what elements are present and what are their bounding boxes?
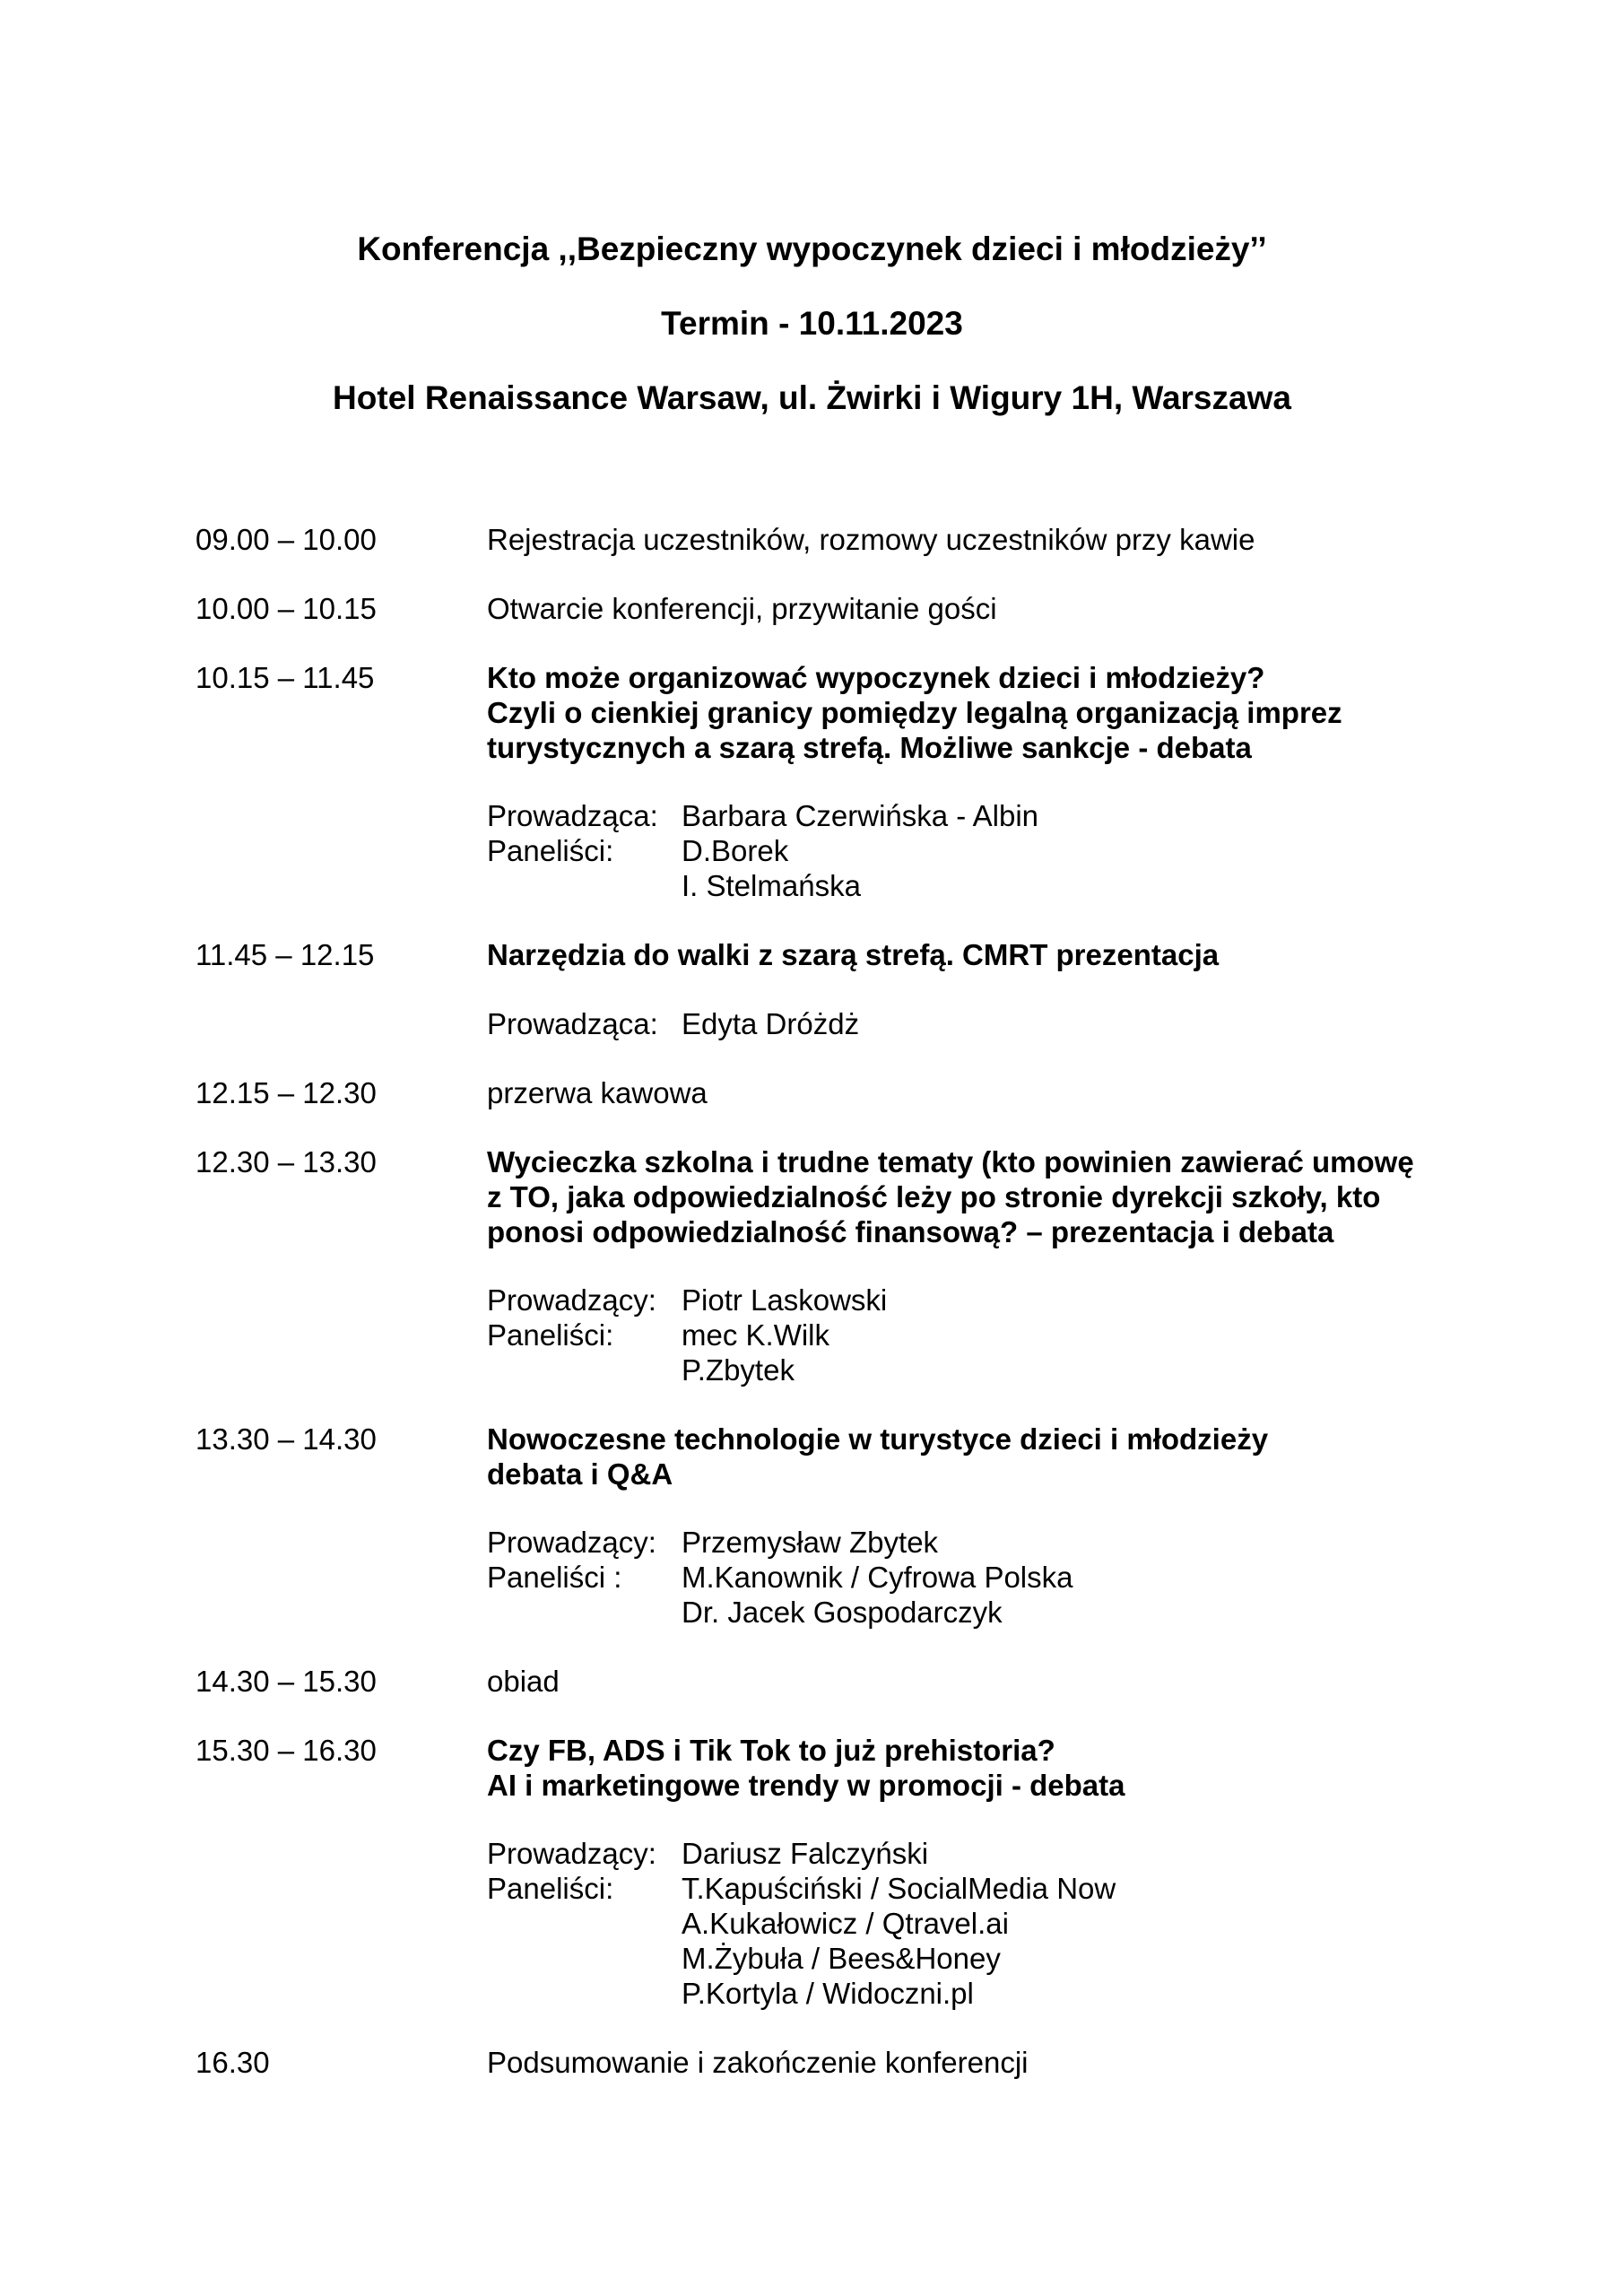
agenda-time: 09.00 – 10.00: [195, 523, 377, 556]
agenda-time: 12.15 – 12.30: [195, 1076, 377, 1109]
panelist-name: T.Kapuściński / SocialMedia Now: [682, 1872, 1116, 1905]
agenda-item-text: Podsumowanie i zakończenie konferencji: [487, 2046, 1029, 2079]
conference-date: Termin - 10.11.2023: [661, 305, 963, 342]
moderator-name: Dariusz Falczyński: [682, 1837, 929, 1870]
agenda-time: 10.00 – 10.15: [195, 592, 377, 625]
agenda-item-title: Nowoczesne technologie w turystyce dzieci i młodzieży: [487, 1422, 1269, 1456]
panelists-label: Paneliści :: [487, 1561, 622, 1594]
panelists-label: Paneliści:: [487, 1318, 614, 1352]
moderator-name: Barbara Czerwińska - Albin: [682, 799, 1038, 832]
panelist-name: Dr. Jacek Gospodarczyk: [682, 1596, 1003, 1629]
agenda-item-title: Wycieczka szkolna i trudne tematy (kto powinien zawierać umowę: [487, 1145, 1414, 1178]
agenda-time: 13.30 – 14.30: [195, 1422, 377, 1456]
agenda-item-text: Rejestracja uczestników, rozmowy uczestników przy kawie: [487, 523, 1255, 556]
conference-venue: Hotel Renaissance Warsaw, ul. Żwirki i Wigury 1H, Warszawa: [333, 379, 1291, 416]
panelist-name: D.Borek: [682, 834, 789, 867]
agenda-item-title: ponosi odpowiedzialność finansową? – prezentacja i debata: [487, 1215, 1334, 1248]
panelists-label: Paneliści:: [487, 1872, 614, 1905]
agenda-item-title: Narzędzia do walki z szarą strefą. CMRT prezentacja: [487, 938, 1220, 971]
moderator-name: Edyta Dróżdż: [682, 1007, 860, 1040]
agenda-time: 14.30 – 15.30: [195, 1665, 377, 1698]
panelist-name: P.Kortyla / Widoczni.pl: [682, 1977, 974, 2010]
conference-title: Konferencja ,,Bezpieczny wypoczynek dzieci i młodzieży’’: [357, 230, 1267, 267]
agenda-time: 15.30 – 16.30: [195, 1734, 377, 1767]
panelist-name: M.Żybuła / Bees&Honey: [682, 1942, 1001, 1975]
agenda-item-text: Otwarcie konferencji, przywitanie gości: [487, 592, 997, 625]
moderator-label: Prowadząca:: [487, 1007, 658, 1040]
moderator-name: Przemysław Zbytek: [682, 1526, 939, 1559]
agenda-item-text: przerwa kawowa: [487, 1076, 708, 1109]
agenda-time: 11.45 – 12.15: [195, 938, 375, 971]
agenda-item-title: turystycznych a szarą strefą. Możliwe sankcje - debata: [487, 731, 1252, 764]
agenda-item-title: z TO, jaka odpowiedzialność leży po stronie dyrekcji szkoły, kto: [487, 1180, 1381, 1213]
agenda-item-title: debata i Q&A: [487, 1457, 673, 1491]
moderator-name: Piotr Laskowski: [682, 1283, 888, 1317]
agenda-time: 10.15 – 11.45: [195, 661, 375, 694]
moderator-label: Prowadzący:: [487, 1526, 656, 1559]
agenda-item-text: obiad: [487, 1665, 560, 1698]
agenda-item-title: AI i marketingowe trendy w promocji - debata: [487, 1769, 1125, 1802]
panelist-name: I. Stelmańska: [682, 869, 861, 902]
panelists-label: Paneliści:: [487, 834, 614, 867]
agenda-item-title: Czyli o cienkiej granicy pomiędzy legalną organizacją imprez: [487, 696, 1342, 729]
panelist-name: P.Zbytek: [682, 1353, 795, 1387]
panelist-name: mec K.Wilk: [682, 1318, 829, 1352]
moderator-label: Prowadzący:: [487, 1283, 656, 1317]
panelist-name: A.Kukałowicz / Qtravel.ai: [682, 1907, 1009, 1940]
agenda-time: 12.30 – 13.30: [195, 1145, 377, 1178]
moderator-label: Prowadzący:: [487, 1837, 656, 1870]
agenda-item-title: Kto może organizować wypoczynek dzieci i młodzieży?: [487, 661, 1265, 694]
moderator-label: Prowadząca:: [487, 799, 658, 832]
agenda-time: 16.30: [195, 2046, 270, 2079]
agenda-item-title: Czy FB, ADS i Tik Tok to już prehistoria?: [487, 1734, 1055, 1767]
panelist-name: M.Kanownik / Cyfrowa Polska: [682, 1561, 1073, 1594]
